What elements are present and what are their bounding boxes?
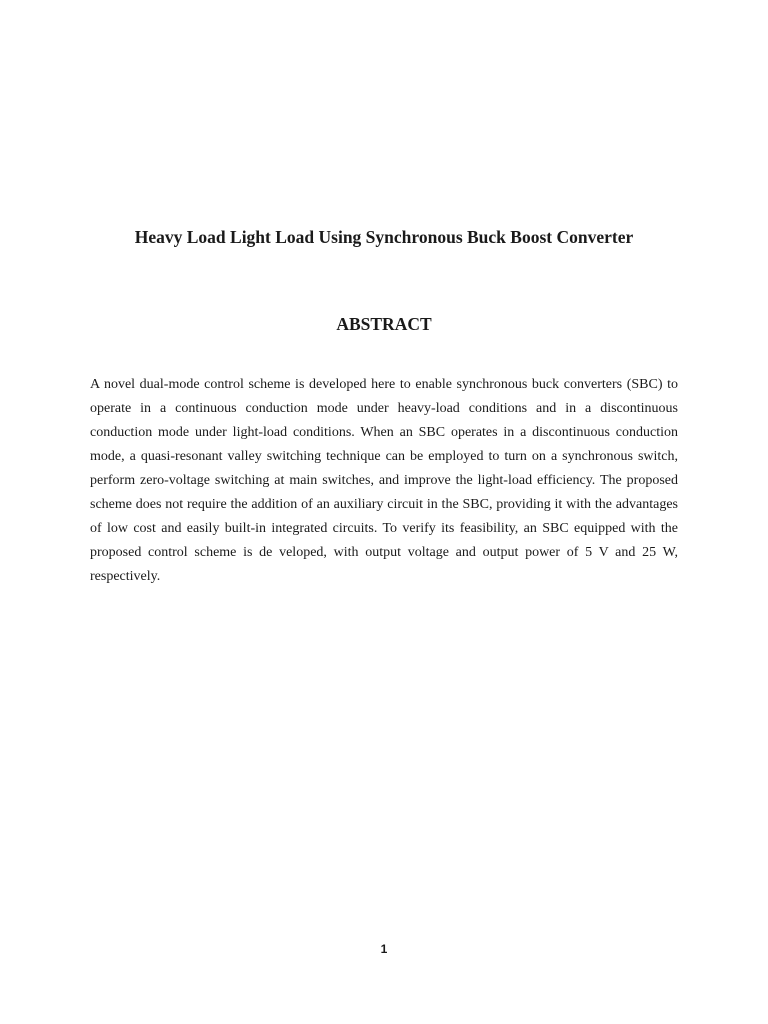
abstract-heading: ABSTRACT — [336, 314, 432, 334]
document-title: Heavy Load Light Load Using Synchronous Buck Boost Converter — [134, 227, 634, 247]
page-number: 1 — [380, 942, 388, 956]
abstract-paragraph: A novel dual-mode control scheme is developed here to enable synchronous buck converters (SBC) to operate in a continuous conduction mode under heavy-load conditions and in a discontinuous conduction mode under light-load conditions. When an SBC operates in a discontinuous conduction mode, a quasi-resonant valley switching technique can be employed to turn on a synchronous switch, perform zero-voltage switching at main switches, and improve the light-load efficiency. The proposed scheme does not require the addition of an auxiliary circuit in the SBC, providing it with the advantages of low cost and easily built-in integrated circuits. To verify its feasibility, an SBC equipped with the proposed control scheme is de veloped, with output voltage and output power of 5 V and 25 W, respectively. — [90, 377, 678, 584]
